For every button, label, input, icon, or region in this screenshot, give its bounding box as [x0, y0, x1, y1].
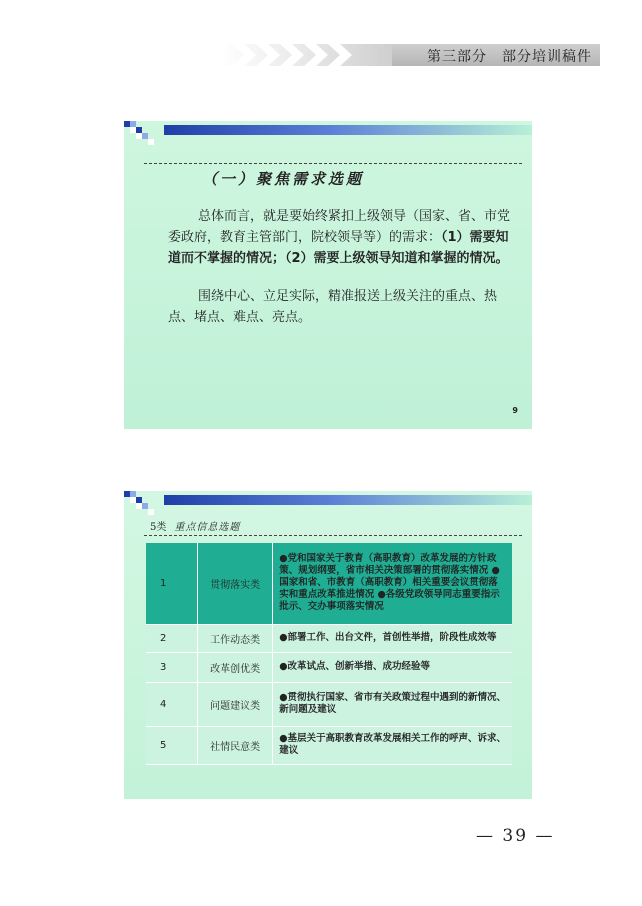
row-description: ●基层关于高职教育改革发展相关工作的呼声、诉求、建议 [273, 726, 512, 764]
table-row [146, 682, 512, 726]
row-number: 3 [146, 652, 198, 682]
row-number: 2 [146, 624, 198, 652]
slide-page-number: 9 [512, 406, 518, 415]
paragraph-bold: （1）需要知道而不掌握的情况；（2）需要上级领导知道和掌握的情况。 [168, 230, 509, 266]
row-number: 1 [146, 543, 198, 624]
divider [144, 163, 522, 164]
header-chevron-decoration [222, 44, 392, 66]
row-category: 贯彻落实类 [198, 543, 273, 624]
header-bar [392, 44, 600, 66]
paragraph-needs [168, 206, 516, 269]
slide-top-bar [164, 495, 532, 505]
section-title: 第三部分 部分培训稿件 [427, 49, 592, 65]
page-header [222, 44, 600, 66]
slide-title-text: 重点信息选题 [174, 522, 241, 533]
row-description: ●部署工作、出台文件，首创性举措，阶段性成效等 [273, 624, 512, 652]
corner-squares-decoration [124, 491, 156, 515]
row-category: 工作动态类 [198, 624, 273, 652]
table-row [146, 543, 512, 624]
row-description: ●党和国家关于教育（高职教育）改革发展的方针政策、规划纲要，省市相关决策部署的贯彻落实情况 ●国家和省、市教育（高职教育）相关重要会议贯彻落实和重点改革推进情况 ●各级党政领导同志重要指示批示、交办事项落实情况 [273, 543, 512, 624]
row-category: 问题建议类 [198, 682, 273, 726]
corner-squares-decoration [124, 121, 156, 145]
slide-2 [124, 491, 532, 799]
row-category: 改革创优类 [198, 652, 273, 682]
slide-top-bar [164, 125, 532, 135]
row-description: ●改革试点、创新举措、成功经验等 [273, 652, 512, 682]
slide-title-count: 5类 [150, 522, 167, 533]
paragraph-lead: 总体而言，就是要始终紧扣上级领导（国家、省、市党委政府，教育主管部门，院校领导等）的需求： [168, 209, 511, 245]
divider [144, 535, 522, 536]
slide-heading: （一）聚焦需求选题 [202, 170, 365, 188]
row-number: 4 [146, 682, 198, 726]
row-description: ●贯彻执行国家、省市有关政策过程中遇到的新情况、新问题及建议 [273, 682, 512, 726]
topics-table [146, 543, 512, 765]
row-number: 5 [146, 726, 198, 764]
slide-title [150, 518, 240, 533]
table-row [146, 624, 512, 652]
table-row [146, 652, 512, 682]
paragraph-focus: 围绕中心、立足实际，精准报送上级关注的重点、热点、堵点、难点、亮点。 [168, 289, 498, 325]
table-row [146, 726, 512, 764]
slide-1 [124, 121, 532, 429]
page-number: — 39 — [476, 826, 555, 846]
row-category: 社情民意类 [198, 726, 273, 764]
